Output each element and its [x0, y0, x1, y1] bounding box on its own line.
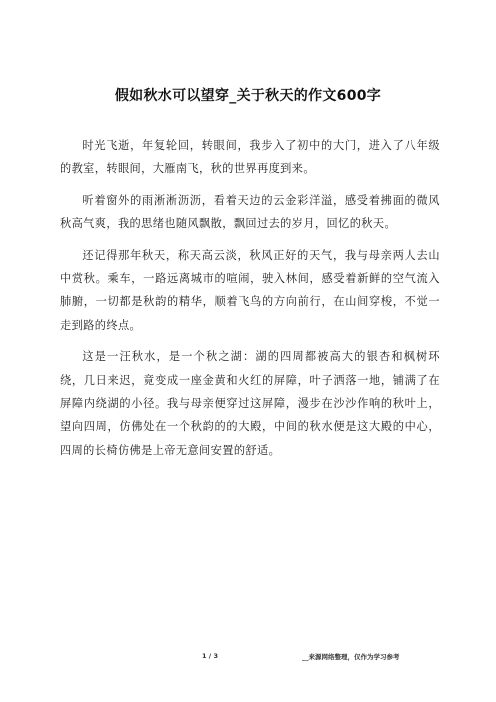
- paragraph-4: 这是一汪秋水，是一个秋之湖：湖的四周都被高大的银杏和枫树环绕，几日来迟，竟变成一座金黄和火红的屏障，叶子洒落一地，铺满了在屏障内绕湖的小径。我与母亲便穿过这屏障，漫步在沙沙作响的秋叶上，望向四周，仿佛处在一个秋韵的的大殿，中间的秋水便是这大殿的中心，四周的长椅仿佛是上帝无意间安置的舒适。: [60, 350, 440, 457]
- paragraph-3: 还记得那年秋天，称天高云淡，秋风正好的天气，我与母亲两人去山中赏秋。乘车，一路远离城市的喧闹，驶入林间，感受着新鲜的空气流入肺腑，一切都是秋韵的精华，顺着飞鸟的方向前行，在山间穿梭，不觉一走到路的终点。: [60, 248, 440, 332]
- paragraph-1: 时光飞逝，年复轮回，转眼间，我步入了初中的大门，进入了八年级的教室，转眼间，大雁南飞，秋的世界再度到来。: [60, 139, 440, 176]
- page-footer: [0, 652, 496, 666]
- document-body: [60, 134, 440, 470]
- page-number: 1 / 3: [202, 652, 218, 660]
- paragraph-2: 听着窗外的雨淅淅沥沥，看着天边的云金彩洋溢，感受着拂面的微风秋高气爽，我的思绪也随风飘散，飘回过去的岁月，回忆的秋天。: [60, 193, 440, 231]
- source-note: __来源网络整理，仅作为学习参考: [302, 653, 400, 661]
- document-title: 假如秋水可以望穿_关于秋天的作文600字: [114, 88, 382, 104]
